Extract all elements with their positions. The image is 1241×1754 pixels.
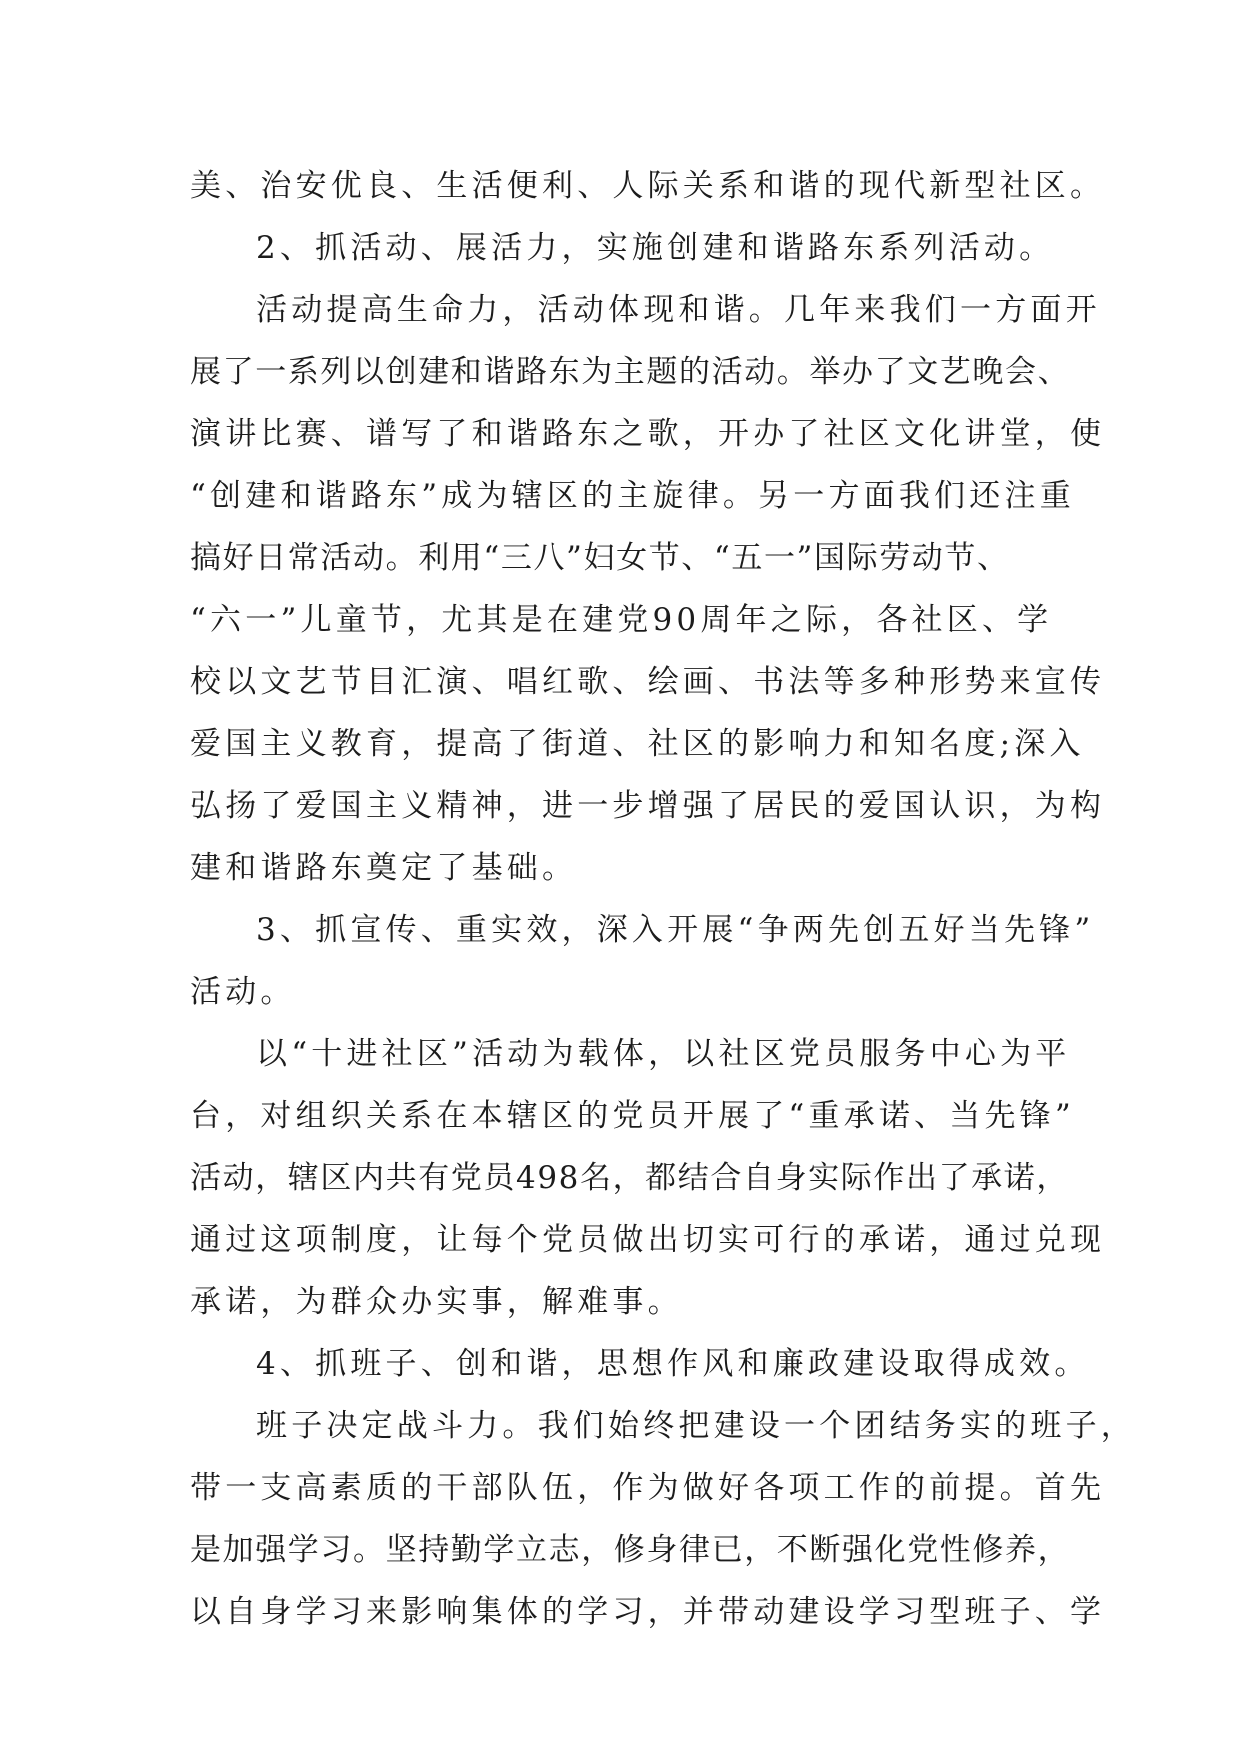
- section-heading: 2、抓活动、展活力，实施创建和谐路东系列活动。: [256, 230, 1055, 266]
- text-line: 建和谐路东奠定了基础。: [190, 850, 578, 886]
- section-heading: 4、抓班子、创和谐，思想作风和廉政建设取得成效。: [256, 1346, 1090, 1382]
- text-line: 校以文艺节目汇演、唱红歌、绘画、书法等多种形势来宣传: [190, 664, 1106, 700]
- text-line: 是加强学习。坚持勤学立志，修身律已，不断强化党性修养，: [190, 1532, 1071, 1568]
- text-line: 美、治安优良、生活便利、人际关系和谐的现代新型社区。: [190, 168, 1106, 204]
- text-line: “创建和谐路东”成为辖区的主旋律。另一方面我们还注重: [190, 478, 1075, 514]
- text-line: 活动，辖区内共有党员498名，都结合自身实际作出了承诺，: [190, 1160, 1069, 1196]
- text-line: 弘扬了爱国主义精神，进一步增强了居民的爱国认识，为构: [190, 788, 1106, 824]
- text-line: 爱国主义教育，提高了街道、社区的影响力和知名度;深入: [190, 726, 1085, 762]
- text-line: 以自身学习来影响集体的学习，并带动建设学习型班子、学: [190, 1594, 1106, 1630]
- text-line: “六一”儿童节，尤其是在建党90周年之际，各社区、学: [190, 602, 1053, 638]
- section-heading: 3、抓宣传、重实效，深入开展“争两先创五好当先锋”: [256, 912, 1095, 948]
- text-line: 演讲比赛、谱写了和谐路东之歌，开办了社区文化讲堂，使: [190, 416, 1106, 452]
- text-line: 台，对组织关系在本辖区的党员开展了“重承诺、当先锋”: [190, 1098, 1075, 1134]
- text-line: 搞好日常活动。利用“三八”妇女节、“五一”国际劳动节、: [190, 540, 1010, 576]
- text-line: 展了一系列以创建和谐路东为主题的活动。举办了文艺晚会、: [190, 354, 1071, 390]
- text-line: 承诺，为群众办实事，解难事。: [190, 1284, 683, 1320]
- text-line: 带一支高素质的干部队伍，作为做好各项工作的前提。首先: [190, 1470, 1106, 1506]
- body-text: [190, 155, 1136, 1643]
- text-line: 班子决定战斗力。我们始终把建设一个团结务实的班子，: [256, 1408, 1136, 1444]
- text-line: 以“十进社区”活动为载体，以社区党员服务中心为平: [256, 1036, 1071, 1072]
- text-line: 活动提高生命力，活动体现和谐。几年来我们一方面开: [256, 292, 1101, 328]
- text-line: 活动。: [190, 974, 296, 1010]
- text-line: 通过这项制度，让每个党员做出切实可行的承诺，通过兑现: [190, 1222, 1106, 1258]
